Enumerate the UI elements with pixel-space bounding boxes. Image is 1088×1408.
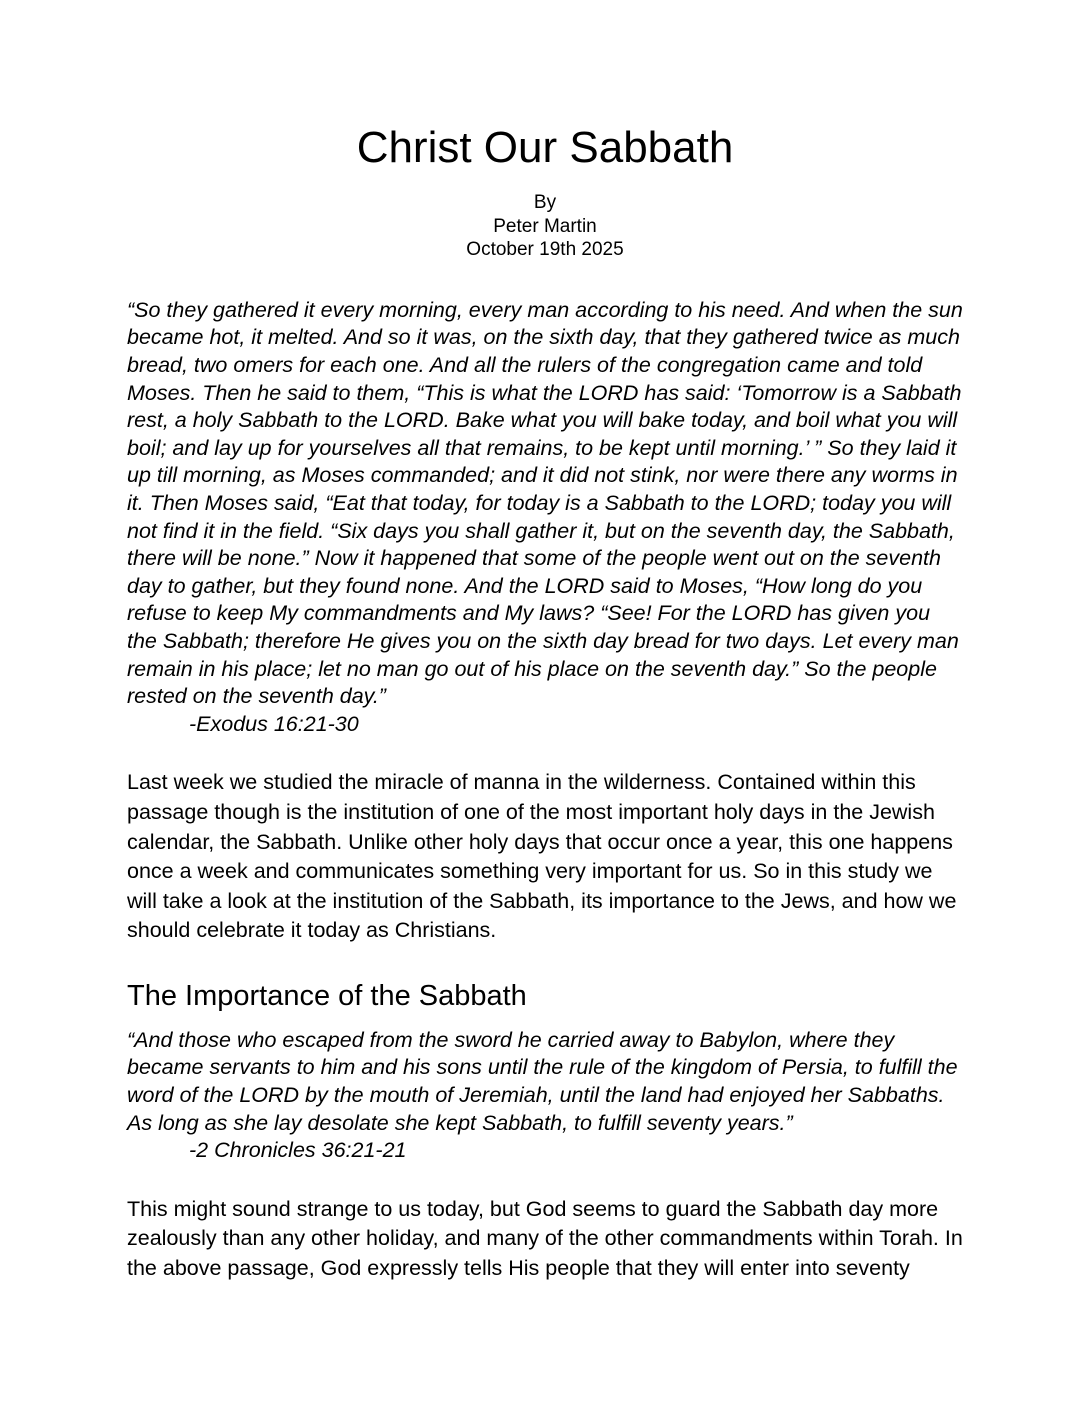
spacer xyxy=(127,738,963,768)
section-heading-importance: The Importance of the Sabbath xyxy=(127,979,527,1012)
byline-date: October 19th 2025 xyxy=(466,239,624,261)
byline xyxy=(127,191,963,262)
page-title: Christ Our Sabbath xyxy=(356,123,734,172)
scripture-quote-chronicles: “And those who escaped from the sword he carried away to Babylon, where they became servants to him and his sons until the rule of the kingdom of Persia, to fulfill the word of the LORD by the mouth of Jeremiah, until the land had enjoyed her Sabbaths. As long as she lay desolate she kept Sabbath, to fulfill seventy years.” xyxy=(127,1027,958,1135)
spacer xyxy=(127,1165,963,1195)
scripture-citation-exodus: -Exodus 16:21-30 xyxy=(189,711,359,736)
scripture-citation-chronicles: -2 Chronicles 36:21-21 xyxy=(189,1138,407,1163)
byline-author: Peter Martin xyxy=(493,215,597,237)
byline-by-label: By xyxy=(533,192,557,214)
closing-paragraph: This might sound strange to us today, but God seems to guard the Sabbath day more zealously than any other holiday, and many of the other commandments within Torah. In the above passage, God expressly tells His people that they will enter into seventy xyxy=(127,1196,963,1280)
document-content xyxy=(127,0,963,1284)
scripture-quote-exodus: “So they gathered it every morning, every man according to his need. And when the sun became hot, it melted. And so it was, on the sixth day, that they gathered twice as much bread, two omers for each one. And all the rulers of the congregation came and told Moses. Then he said to them, “This is what the LORD has said: ‘Tomorrow is a Sabbath rest, a holy Sabbath to the LORD. Bake what you will bake today, and boil what you will boil; and lay up for yourselves all that remains, to be kept until morning.’ ” So they laid it up till morning, as Moses commanded; and it did not stink, nor were there any worms in it. Then Moses said, “Eat that today, for today is a Sabbath to the LORD; today you will not find it in the field. “Six days you shall gather it, but on the seventh day, the Sabbath, there will be none.” Now it happened that some of the people went out on the seventh day to gather, but they found none. And the LORD said to Moses, “How long do you refuse to keep My commandments and My laws? “See! For the LORD has given you the Sabbath; therefore He gives you on the sixth day bread for two days. Let every man remain in his place; let no man go out of his place on the seventh day.” So the people rested on the seventh day.” xyxy=(127,297,963,709)
intro-paragraph: Last week we studied the miracle of manna in the wilderness. Contained within this passage though is the institution of one of the most important holy days in the Jewish calendar, the Sabbath. Unlike other holy days that occur once a year, this one happens once a week and communicates something very important for us. So in this study we will take a look at the institution of the Sabbath, its importance to the Jews, and how we should celebrate it today as Christians. xyxy=(127,770,957,943)
